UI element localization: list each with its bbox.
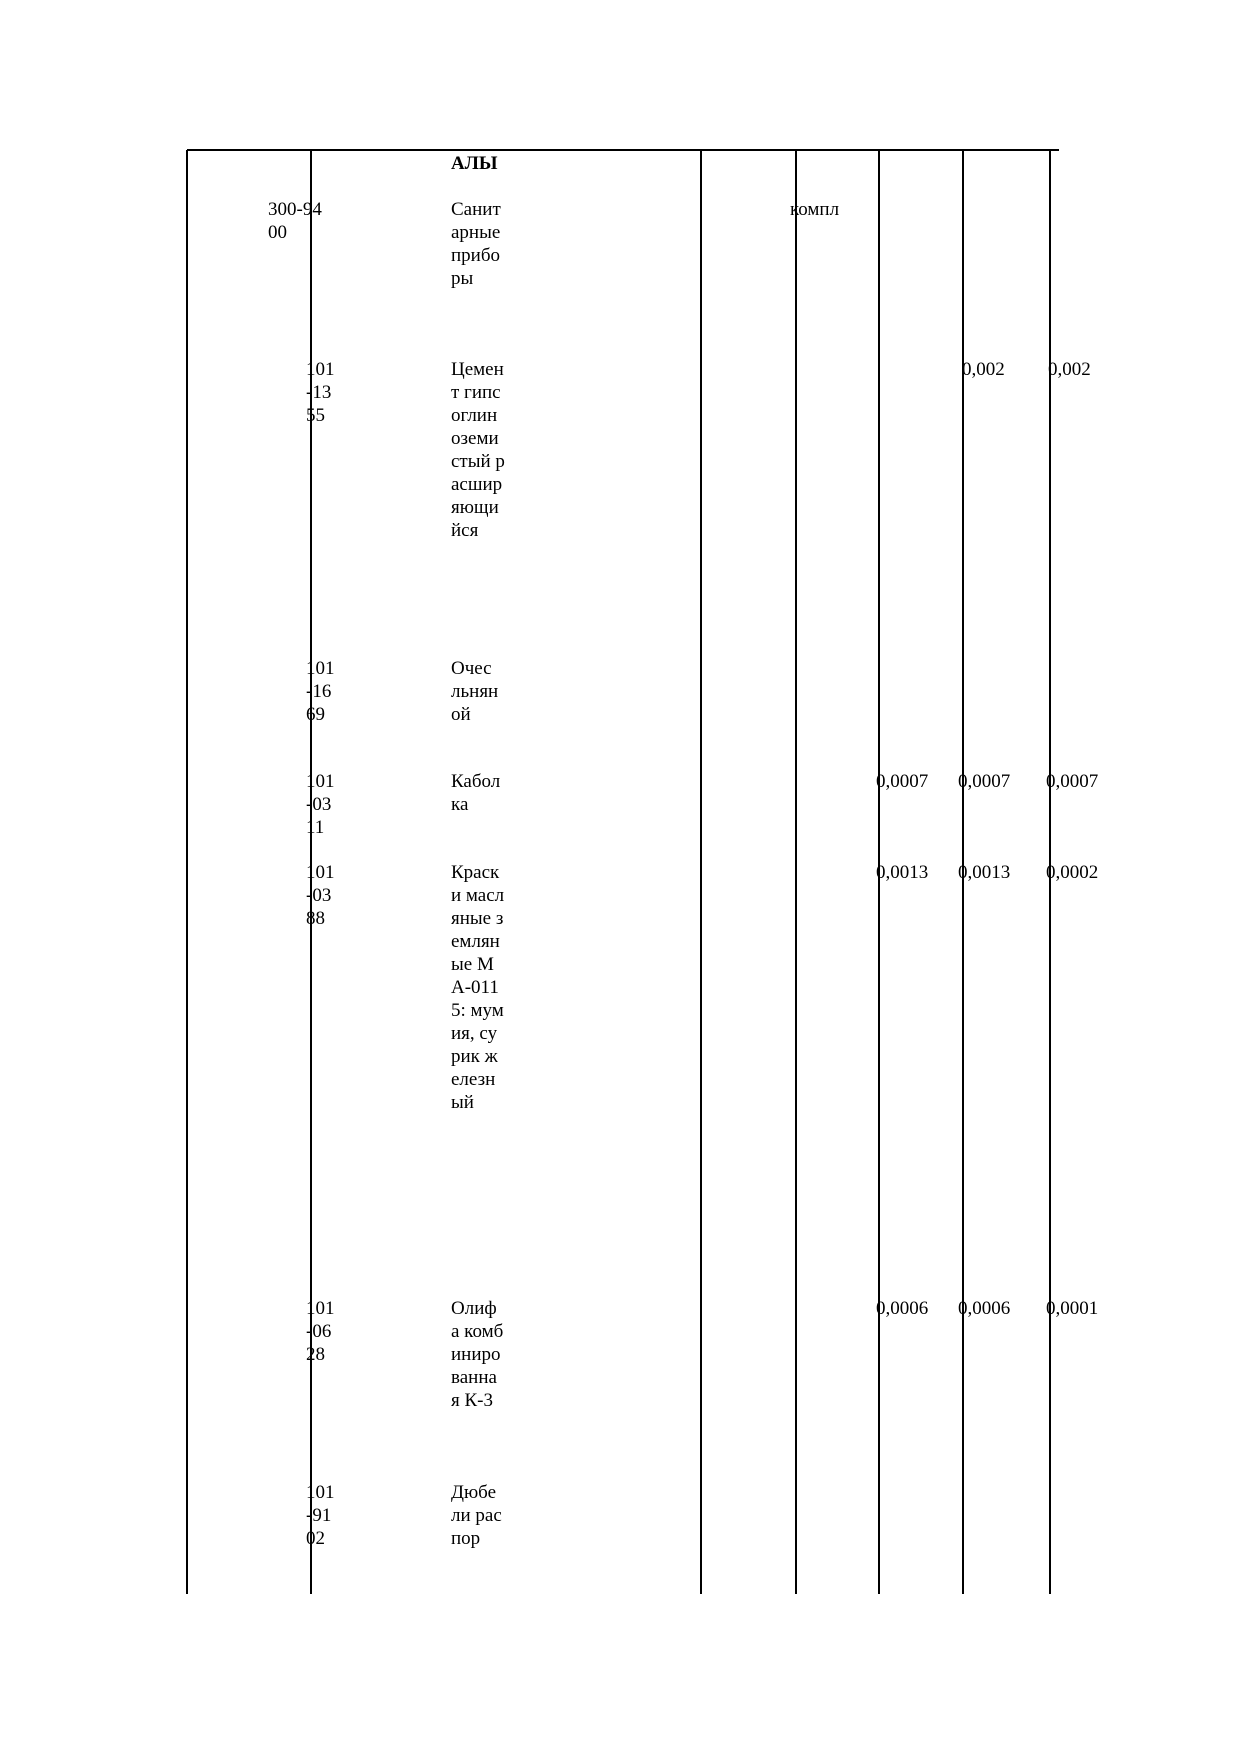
row-2-code: 101-1355 — [306, 359, 335, 426]
row-5-value-2: 0,0013 — [958, 862, 1011, 883]
table-header-divider-1 — [186, 150, 188, 196]
row-5-value-1: 0,0013 — [876, 862, 929, 883]
row-4-value-2: 0,0007 — [958, 771, 1011, 792]
row-4-code: 101-0311 — [306, 771, 335, 838]
row-4-value-1: 0,0007 — [876, 771, 929, 792]
row-2-value-3: 0,002 — [1048, 359, 1091, 380]
row-3-name: Очес льняной — [451, 658, 499, 725]
row-6-code: 101-0628 — [306, 1298, 335, 1365]
table-col-border-3 — [700, 150, 702, 1594]
row-5-name: Краски масляные земляные МА-0115: мумия, сурик железный — [451, 862, 505, 1113]
row-7-name: Дюбели распор — [451, 1482, 502, 1549]
row-6-value-2: 0,0006 — [958, 1298, 1011, 1319]
row-6-name: Олифа комбинированная К-3 — [451, 1298, 504, 1411]
row-1-name: Санитарные приборы — [451, 199, 501, 289]
row-5-code: 101-0388 — [306, 862, 335, 929]
row-6-value-3: 0,0001 — [1046, 1298, 1099, 1319]
row-6-value-1: 0,0006 — [876, 1298, 929, 1319]
table-header-divider-2 — [1049, 150, 1051, 196]
row-4-value-3: 0,0007 — [1046, 771, 1099, 792]
table-col-border-4 — [795, 150, 797, 1594]
table-top-border — [187, 149, 1059, 151]
row-2-name: Цемент гипсоглиноземистый расширяющийся — [451, 359, 505, 541]
row-5-value-3: 0,0002 — [1046, 862, 1099, 883]
table-col-border-1 — [186, 150, 188, 1594]
row-7-code: 101-9102 — [306, 1482, 335, 1549]
row-4-name: Каболка — [451, 771, 501, 815]
row-2-value-2: 0,002 — [962, 359, 1005, 380]
row-1-code: 300-9400 — [268, 199, 322, 243]
row-3-code: 101-1669 — [306, 658, 335, 725]
header-name-cell: АЛЫ — [451, 153, 498, 174]
row-1-unit: компл — [790, 199, 840, 220]
